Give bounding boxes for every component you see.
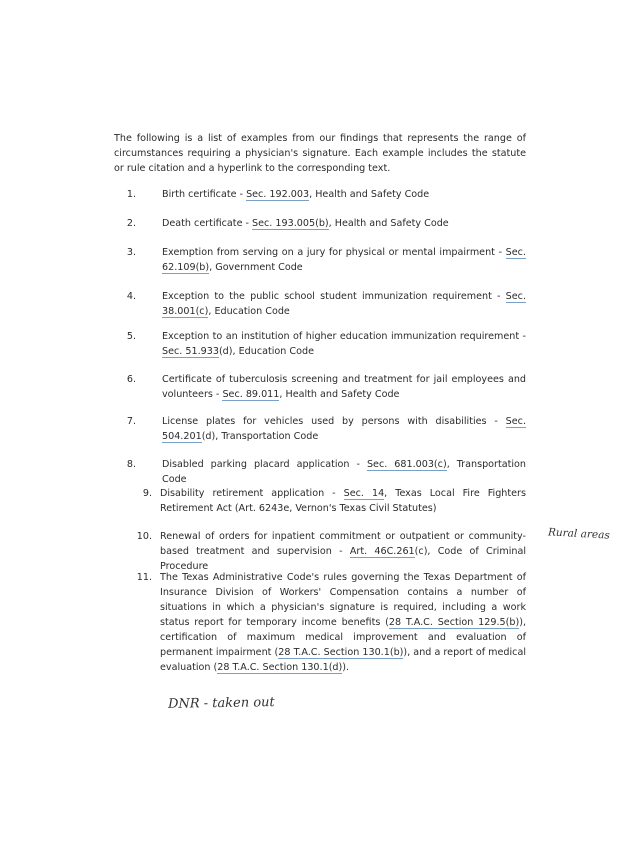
list-item-text [162, 414, 526, 444]
citation-link[interactable]: Sec. 681.003(c) [366, 459, 447, 470]
citation-link[interactable]: Sec. 192.003 [246, 189, 310, 200]
list-item-fragment: (d), Education Code [218, 346, 314, 357]
citation-link[interactable]: 28 T.A.C. Section 129.5(b) [388, 617, 520, 628]
citation-link[interactable]: 28 T.A.C. Section 130.1(b) [278, 647, 404, 658]
list-item-fragment: , Transportation Code [162, 459, 526, 485]
list-item-fragment: (d), Transportation Code [201, 431, 319, 442]
citation-link[interactable]: Art. 46C.261 [349, 546, 415, 557]
list-item-fragment: Certificate of tuberculosis screening and treatment for jail employees and volunteers - [162, 374, 526, 400]
list-item-fragment: Exception to an institution of higher education immunization requirement - [162, 331, 526, 342]
list-item-number: 8. [126, 459, 136, 470]
list-item-number: 10. [136, 531, 152, 542]
list-item-text [160, 570, 526, 675]
list-item-number: 4. [126, 291, 136, 302]
list-item-fragment: The Texas Administrative Code's rules governing the Texas Department of Insurance Division of Workers' Compensation contains a number of situations in which a physician's signature is required, including a work status report for temporary income benefits ( [160, 572, 526, 628]
citation-link[interactable]: Sec. 38.001(c) [162, 291, 526, 317]
list-item-text [162, 289, 526, 319]
list-item-text [162, 372, 526, 402]
list-item-fragment: , Health and Safety Code [309, 189, 430, 200]
list-item-fragment: ). [342, 662, 350, 673]
list-item-number: 7. [126, 416, 136, 427]
handwritten-note-dnr: DNR - taken out [167, 695, 275, 712]
citation-link[interactable]: Sec. 51.933 [162, 346, 219, 357]
list-item-fragment: , Health and Safety Code [328, 218, 449, 229]
list-item-fragment: Disability retirement application - [160, 488, 344, 499]
citation-link[interactable]: Sec. 62.109(b) [162, 247, 526, 273]
list-item-fragment: License plates for vehicles used by persons with disabilities - [162, 416, 506, 427]
citation-link[interactable]: Sec. 89.011 [222, 389, 280, 400]
list-item-text [160, 486, 526, 516]
list-item-fragment: , Health and Safety Code [279, 389, 400, 400]
list-item-number: 2. [126, 218, 136, 229]
intro-paragraph: The following is a list of examples from our findings that represents the range of circumstances requiring a physician's signature. Each example includes the statute or rule citation and a hyperlink to the corresponding text. [114, 133, 526, 174]
list-item-fragment: , Government Code [209, 262, 303, 273]
list-item-number: 3. [126, 247, 136, 258]
list-item-fragment: Birth certificate - [162, 189, 247, 200]
citation-link[interactable]: Sec. 14 [343, 488, 385, 499]
list-item-fragment: ), and a report of medical evaluation ( [160, 647, 526, 673]
list-item-text [162, 216, 526, 231]
list-item-number: 9. [142, 488, 152, 499]
citation-link[interactable]: 28 T.A.C. Section 130.1(d) [217, 662, 343, 673]
list-item-text [162, 457, 526, 487]
list-item-text [162, 187, 526, 202]
list-item-fragment: , Education Code [208, 306, 290, 317]
citation-link[interactable]: Sec. 193.005(b) [252, 218, 329, 229]
list-item-number: 11. [136, 572, 152, 583]
list-item-fragment: Death certificate - [162, 218, 253, 229]
list-item-text [160, 529, 526, 574]
list-item-fragment: Exception to the public school student immunization requirement - [162, 291, 506, 302]
list-item-fragment: Exemption from serving on a jury for physical or mental impairment - [162, 247, 506, 258]
list-item-text [162, 245, 526, 275]
handwritten-note-rural: Rural areas [547, 526, 611, 542]
list-item-fragment: (c), Code of Criminal Procedure [160, 546, 526, 572]
list-item-fragment: , Texas Local Fire Fighters Retirement Act (Art. 6243e, Vernon's Texas Civil Statutes) [160, 488, 526, 514]
list-item-fragment: Renewal of orders for inpatient commitment or outpatient or community-based treatment and supervision - [160, 531, 526, 557]
citation-link[interactable]: Sec. 504.201 [162, 416, 526, 442]
list-item-number: 1. [126, 189, 136, 200]
list-item-fragment: ), certification of maximum medical improvement and evaluation of permanent impairment ( [160, 617, 526, 658]
list-item-number: 5. [126, 331, 136, 342]
list-item-number: 6. [126, 374, 136, 385]
list-item-fragment: Disabled parking placard application - [162, 459, 367, 470]
list-item-text [162, 329, 526, 359]
